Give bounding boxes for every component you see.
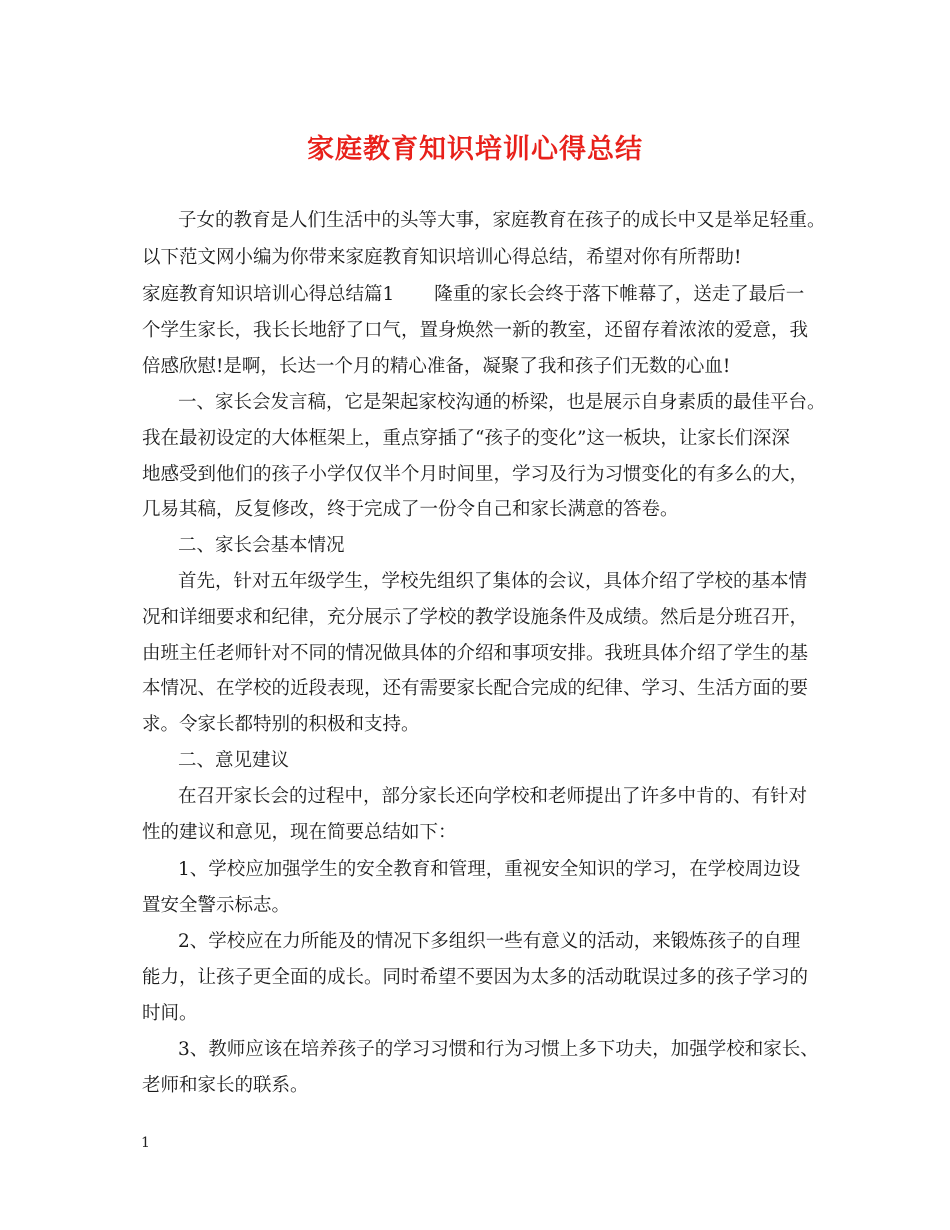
page-title: 家庭教育知识培训心得总结 <box>307 134 643 165</box>
paragraph-line: 首先，针对五年级学生，学校先组织了集体的会议，具体介绍了学校的基本情 <box>178 571 808 592</box>
paragraph-line: 本情况、在学校的近段表现，还有需要家长配合完成的纪律、学习、生活方面的要 <box>142 678 809 699</box>
list-item-line: 2、学校应在力所能及的情况下多组织一些有意义的活动，来锻炼孩子的自理 <box>178 931 801 952</box>
list-item-line: 老师和家长的联系。 <box>142 1075 309 1096</box>
paragraph-line: 在召开家长会的过程中，部分家长还向学校和老师提出了许多中肯的、有针对 <box>178 786 808 807</box>
paragraph-line: 一、家长会发言稿，它是架起家校沟通的桥梁，也是展示自身素质的最佳平台。 <box>178 392 826 413</box>
paragraph-line: 求。令家长都特别的积极和支持。 <box>142 714 420 735</box>
paragraph-line: 几易其稿，反复修改，终于完成了一份令自己和家长满意的答卷。 <box>142 499 679 520</box>
paragraph-text: 隆重的家长会终于落下帷幕了，送走了最后一 <box>434 284 805 305</box>
section-heading: 家庭教育知识培训心得总结篇1 <box>142 284 395 305</box>
list-item-line: 1、学校应加强学生的安全教育和管理，重视安全知识的学习，在学校周边设 <box>178 859 801 880</box>
paragraph-line: 子女的教育是人们生活中的头等大事，家庭教育在孩子的成长中又是举足轻重。 <box>178 210 826 231</box>
list-item-line: 置安全警示标志。 <box>142 895 291 916</box>
paragraph-line: 由班主任老师针对不同的情况做具体的介绍和事项安排。我班具体介绍了学生的基 <box>142 643 809 664</box>
paragraph-line: 况和详细要求和纪律，充分展示了学校的教学设施条件及成绩。然后是分班召开， <box>142 607 809 628</box>
paragraph-line: 倍感欣慰!是啊，长达一个月的精心准备，凝聚了我和孩子们无数的心血! <box>142 356 731 377</box>
section-heading: 二、意见建议 <box>178 750 290 771</box>
page-number: 1 <box>141 1135 150 1151</box>
list-item-line: 能力，让孩子更全面的成长。同时希望不要因为太多的活动耽误过多的孩子学习的 <box>142 967 809 988</box>
paragraph-line: 性的建议和意见，现在简要总结如下： <box>142 822 457 843</box>
paragraph-line: 以下范文网小编为你带来家庭教育知识培训心得总结，希望对你有所帮助! <box>142 247 742 268</box>
list-item-line: 时间。 <box>142 1003 198 1024</box>
paragraph-line: 地感受到他们的孩子小学仅仅半个月时间里，学习及行为习惯变化的有多么的大， <box>142 464 809 485</box>
section-heading: 二、家长会基本情况 <box>178 535 345 556</box>
paragraph-line: 个学生家长，我长长地舒了口气，置身焕然一新的教室，还留存着浓浓的爱意，我 <box>142 320 809 341</box>
paragraph-line: 我在最初设定的大体框架上，重点穿插了“孩子的变化”这一板块，让家长们深深 <box>142 428 790 449</box>
list-item-line: 3、教师应该在培养孩子的学习习惯和行为习惯上多下功夫，加强学校和家长、 <box>178 1039 819 1060</box>
paragraph-line-composite <box>142 282 804 308</box>
